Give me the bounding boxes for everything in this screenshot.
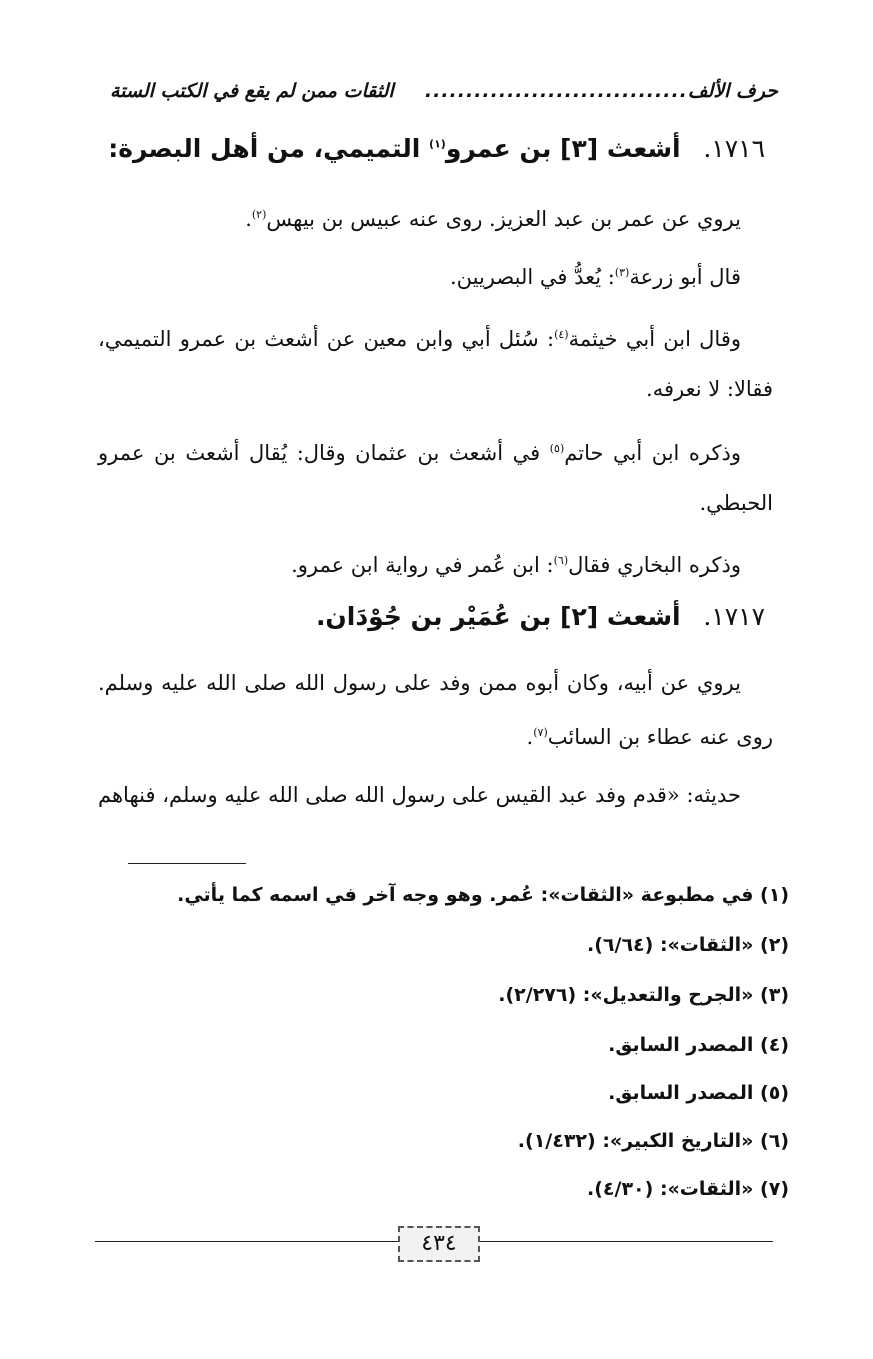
paragraph-text-end: في أشعث بن عثمان وقال: يُقال أشعث بن عمرو الحبطي.: [98, 441, 773, 515]
entry-name: أشعث [٢] بن عُمَيْر بن جُوْدَان.: [315, 602, 681, 631]
paragraph-text-end: : يُعدُّ في البصريين.: [449, 265, 615, 289]
footnote-ref: (١): [429, 137, 446, 151]
paragraph-text-end: .: [526, 725, 534, 749]
paragraph: [98, 658, 773, 762]
paragraph-text: قال أبو زرعة: [629, 265, 741, 289]
footnote-ref: (٤): [554, 328, 569, 341]
paragraph-text: حديثه: «قدم وفد عبد القيس على رسول الله صلى الله عليه وسلم، فنهاهم: [98, 783, 741, 807]
footnote-2: (٢) «الثقات»: (٦/٦٤).: [587, 934, 789, 956]
footnote-ref: (٥): [549, 442, 565, 455]
footnote-3: (٣) «الجرح والتعديل»: (٢/٢٧٦).: [498, 984, 789, 1006]
paragraph: [98, 424, 773, 528]
paragraph: [98, 190, 773, 244]
footnote-ref: (٣): [614, 266, 630, 279]
paragraph-text: يروي عن عمر بن عبد العزيز. روى عنه عبيس بن بيهس: [266, 207, 741, 231]
footnote-7: (٧) «الثقات»: (٤/٣٠).: [587, 1178, 789, 1200]
paragraph: [98, 536, 773, 590]
footnote-1: (١) في مطبوعة «الثقات»: عُمر. وهو وجه آخر في اسمه كما يأتي.: [177, 884, 789, 906]
paragraph-text: يروي عن أبيه، وكان أبوه ممن وفد على رسول الله صلى الله عليه وسلم. روى عنه عطاء بن السائب: [98, 671, 773, 749]
footnote-4: (٤) المصدر السابق.: [608, 1034, 789, 1056]
header-chapter: حرف الألف: [687, 80, 778, 102]
paragraph: [98, 310, 773, 414]
entry-title-1716: [108, 134, 765, 163]
paragraph-text-end: : ابن عُمر في رواية ابن عمرو.: [291, 553, 554, 577]
paragraph: [98, 770, 773, 820]
footnote-ref: (٢): [251, 208, 267, 221]
entry-name: أشعث [٣] بن عمرو: [445, 134, 681, 163]
paragraph-text: وقال ابن أبي خيثمة: [568, 327, 742, 351]
footnote-6: (٦) «التاريخ الكبير»: (١/٤٣٢).: [517, 1130, 789, 1152]
header-dots: ................................: [424, 80, 688, 102]
entry-name-rest: التميمي، من أهل البصرة:: [108, 134, 430, 163]
footnote-ref: (٧): [533, 726, 548, 739]
running-header: [110, 80, 778, 102]
paragraph-text-end: .: [245, 207, 252, 231]
header-book-title: الثقات ممن لم يقع في الكتب الستة: [110, 80, 394, 102]
paragraph-text-end: : سُئل أبي وابن معين عن أشعث بن عمرو التميمي، فقالا: لا نعرفه.: [98, 327, 773, 401]
footer-rule-left: [95, 1241, 398, 1242]
paragraph-text: وذكره ابن أبي حاتم: [564, 441, 742, 465]
page-number: ٤٣٤: [398, 1226, 480, 1262]
entry-number: ١٧١٦.: [703, 134, 765, 163]
footer-rule-right: [480, 1241, 773, 1242]
entry-title-1717: [316, 602, 765, 631]
footnote-5: (٥) المصدر السابق.: [608, 1082, 789, 1104]
footnote-separator: [128, 863, 246, 864]
paragraph-text: وذكره البخاري فقال: [568, 553, 741, 577]
paragraph: [98, 248, 773, 302]
footnote-ref: (٦): [553, 554, 569, 567]
entry-number: ١٧١٧.: [703, 602, 765, 631]
